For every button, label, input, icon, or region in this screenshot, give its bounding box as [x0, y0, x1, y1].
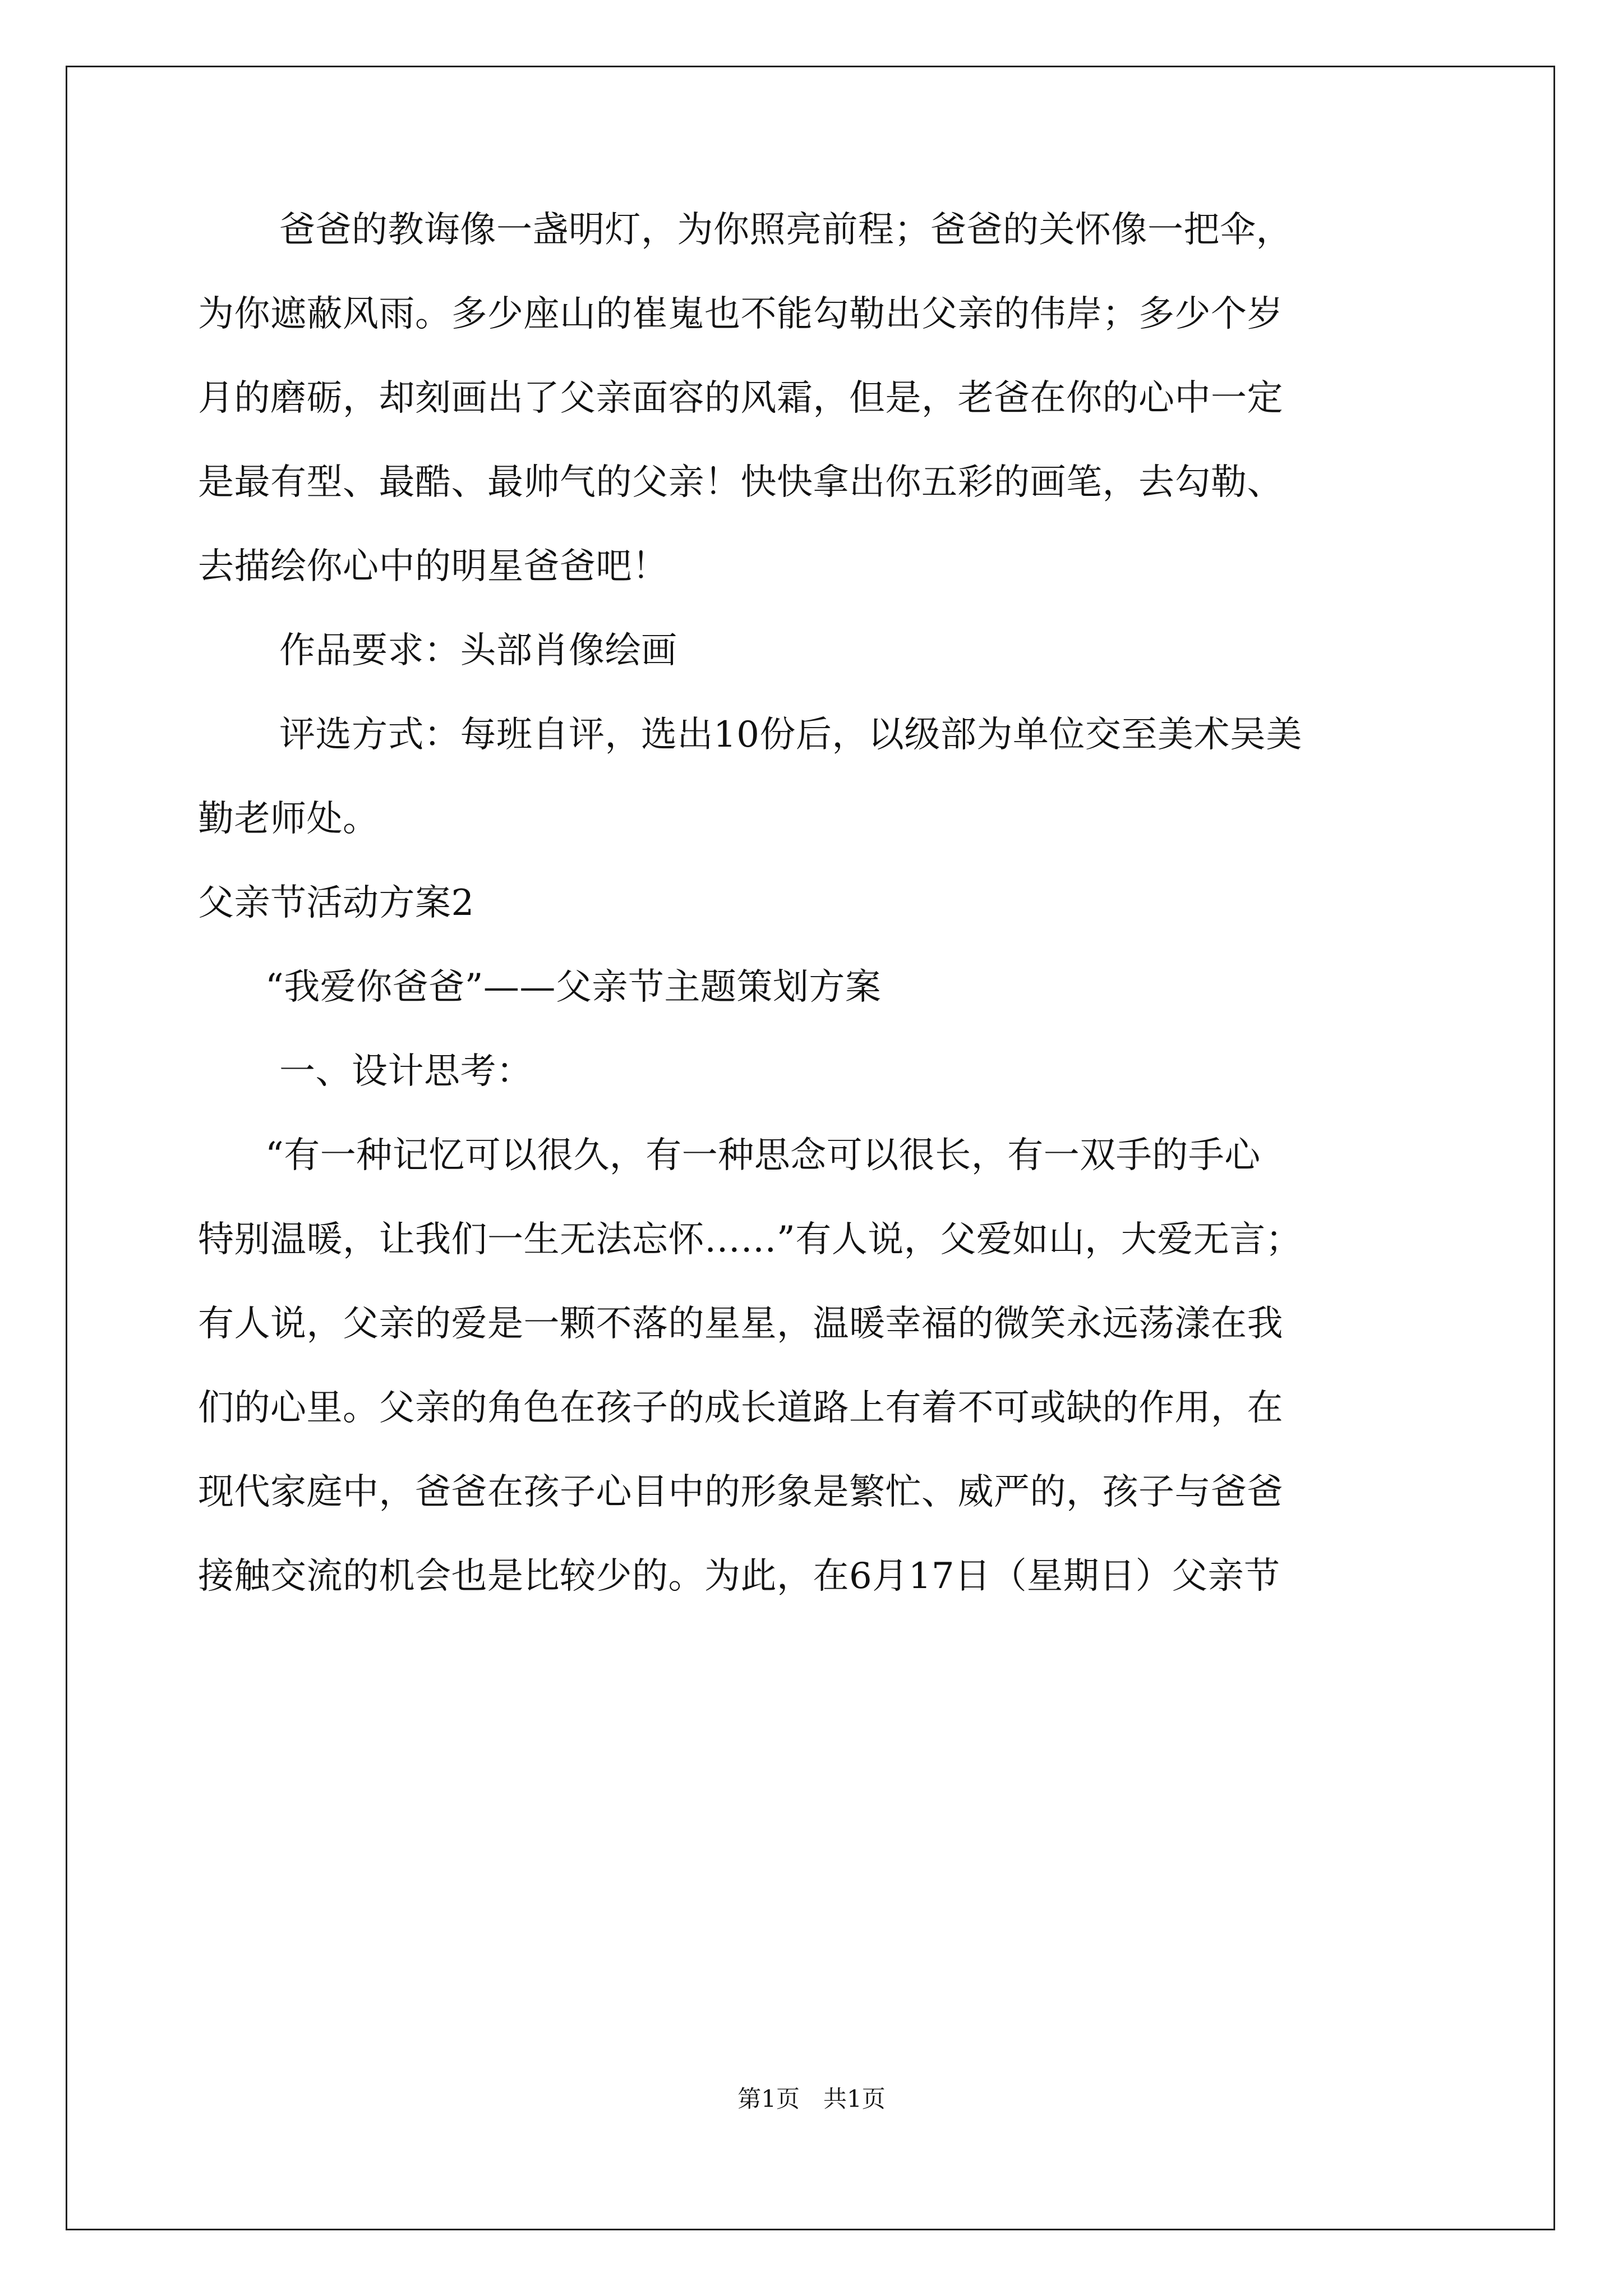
paragraph-line: 是最有型、最酷、最帅气的父亲！快快拿出你五彩的画笔，去勾勒、 — [198, 462, 1283, 503]
paragraph-line: 月的磨砺，却刻画出了父亲面容的风霜，但是，老爸在你的心中一定 — [198, 378, 1283, 419]
paragraph-line: 勤老师处。 — [198, 798, 379, 840]
plan-title: “我爱你爸爸”——父亲节主题策划方案 — [265, 967, 882, 1008]
paragraph-line: 们的心里。父亲的角色在孩子的成长道路上有着不可或缺的作用，在 — [198, 1387, 1283, 1429]
paragraph-line: 接触交流的机会也是比较少的。为此，在6月17日（星期日）父亲节 — [198, 1556, 1280, 1597]
paragraph-line: 去描绘你心中的明星爸爸吧！ — [198, 546, 668, 587]
paragraph-line: 为你遮蔽风雨。多少座山的崔嵬也不能勾勒出父亲的伟岸；多少个岁 — [198, 293, 1283, 335]
paragraph-line: 有人说，父亲的爱是一颗不落的星星，温暖幸福的微笑永远荡漾在我 — [198, 1303, 1283, 1345]
requirement-line: 作品要求：头部肖像绘画 — [279, 630, 677, 671]
page-number-footer: 第1页 共1页 — [737, 2085, 886, 2113]
paragraph-line: “有一种记忆可以很久，有一种思念可以很长，有一双手的手心 — [265, 1135, 1261, 1176]
subsection-heading: 一、设计思考： — [279, 1051, 533, 1092]
paragraph-line: 特别温暖，让我们一生无法忘怀……”有人说，父爱如山，大爱无言； — [198, 1219, 1302, 1260]
selection-line: 评选方式：每班自评，选出10份后，以级部为单位交至美术吴美 — [279, 714, 1302, 756]
paragraph-line: 现代家庭中，爸爸在孩子心目中的形象是繁忙、威严的，孩子与爸爸 — [198, 1471, 1283, 1513]
section-heading: 父亲节活动方案2 — [198, 882, 474, 924]
paragraph-line: 爸爸的教诲像一盏明灯，为你照亮前程；爸爸的关怀像一把伞， — [279, 209, 1292, 251]
